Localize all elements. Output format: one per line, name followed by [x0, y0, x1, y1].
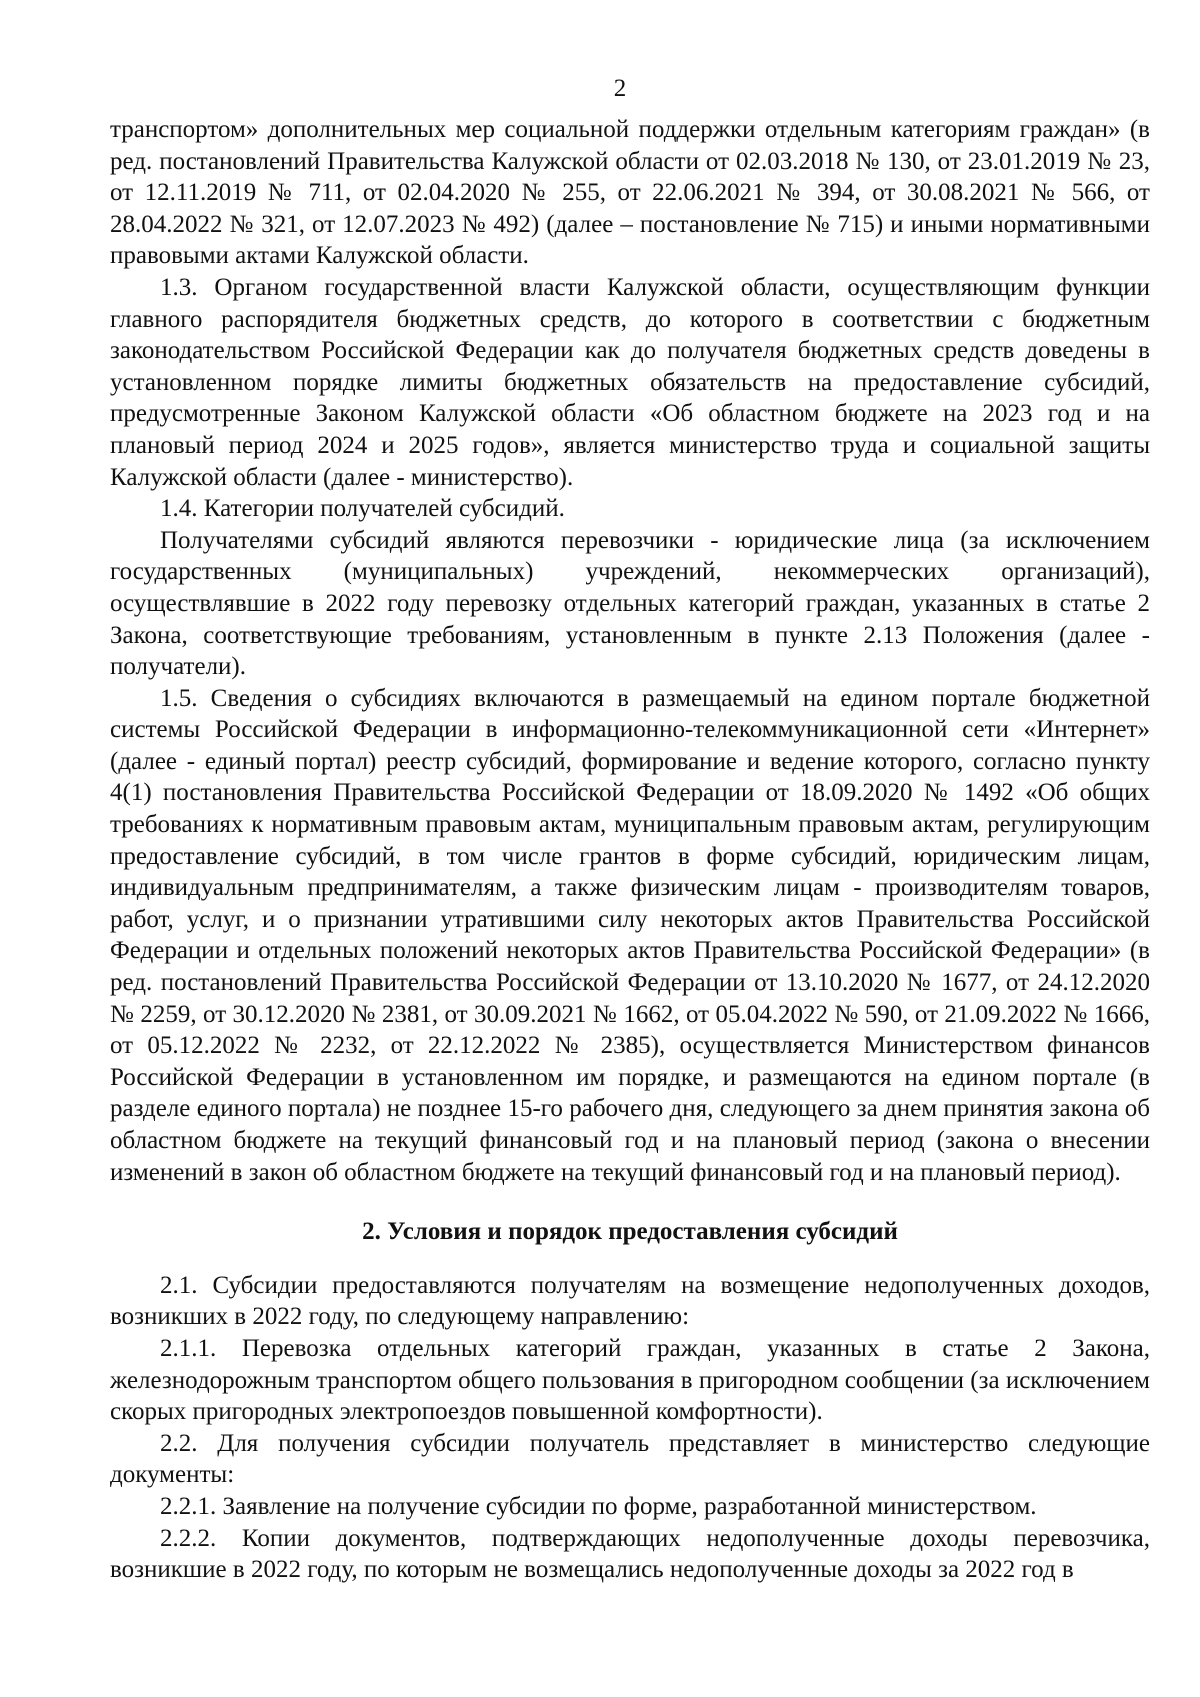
paragraph-recipients: Получателями субсидий являются перевозчики - юридические лица (за исключением государственных (муниципальных) учреждений, некоммерческих организаций), осуществлявшие в 2022 году перевозку отдельных категорий граждан, указанных в статье 2 Закона, соответствующие требованиям, установленным в пункте 2.13 Положения (далее - получатели).	[110, 526, 1150, 681]
paragraph-2-1-1: 2.1.1. Перевозка отдельных категорий граждан, указанных в статье 2 Закона, железнодорожным транспортом общего пользования в пригородном сообщении (за исключением скорых пригородных электропоездов повышенной комфортности).	[110, 1334, 1150, 1426]
paragraph-2-2-2: 2.2.2. Копии документов, подтверждающих недополученные доходы перевозчика, возникшие в 2022 году, по которым не возмещались недополученные доходы за 2022 год в	[110, 1524, 1150, 1584]
section-2-heading: 2. Условия и порядок предоставления субсидий	[362, 1218, 898, 1246]
page-number: 2	[613, 75, 627, 102]
paragraph-2-2: 2.2. Для получения субсидии получатель представляет в министерство следующие документы:	[110, 1429, 1150, 1489]
paragraph-continuation: транспортом» дополнительных мер социальной поддержки отдельным категориям граждан» (в ред. постановлений Правительства Калужской области от 02.03.2018 № 130, от 23.01.2019 № 23, от 12.11.2019 № 711, от 02.04.2020 № 255, от 22.06.2021 № 394, от 30.08.2021 № 566, от 28.04.2022 № 321, от 12.07.2023 № 492) (далее – постановление № 715) и иными нормативными правовыми актами Калужской области.	[110, 116, 1150, 270]
paragraph-1-4: 1.4. Категории получателей субсидий.	[160, 495, 565, 523]
paragraph-1-5: 1.5. Сведения о субсидиях включаются в размещаемый на едином портале бюджетной системы Российской Федерации в информационно-телекоммуникационной сети «Интернет» (далее - единый портал) реестр субсидий, формирование и ведение которого, согласно пункту 4(1) постановления Правительства Российской Федерации от 18.09.2020 № 1492 «Об общих требованиях к нормативным правовым актам, муниципальным правовым актам, регулирующим предоставление субсидий, в том числе грантов в форме субсидий, юридическим лицам, индивидуальным предпринимателям, а также физическим лицам - производителям товаров, работ, услуг, и о признании утратившими силу некоторых актов Правительства Российской Федерации и отдельных положений некоторых актов Правительства Российской Федерации» (в ред. постановлений Правительства Российской Федерации от 13.10.2020 № 1677, от 24.12.2020 № 2259, от 30.12.2020 № 2381, от 30.09.2021 № 1662, от 05.04.2022 № 590, от 21.09.2022 № 1666, от 05.12.2022 № 2232, от 22.12.2022 № 2385), осуществляется Министерством финансов Российской Федерации в установленном им порядке, и размещаются на едином портале (в разделе единого портала) не позднее 15-го рабочего дня, следующего за днем принятия закона об областном бюджете на текущий финансовый год и на плановый период (закона о внесении изменений в закон об областном бюджете на текущий финансовый год и на плановый период).	[110, 684, 1150, 1186]
paragraph-2-2-1: 2.2.1. Заявление на получение субсидии по форме, разработанной министерством.	[160, 1492, 1037, 1520]
document-body	[110, 114, 1150, 1586]
paragraph-2-1: 2.1. Субсидии предоставляются получателям на возмещение недополученных доходов, возникших в 2022 году, по следующему направлению:	[110, 1271, 1150, 1331]
paragraph-1-3: 1.3. Органом государственной власти Калужской области, осуществляющим функции главного распорядителя бюджетных средств, до которого в соответствии с бюджетным законодательством Российской Федерации как до получателя бюджетных средств доведены в установленном порядке лимиты бюджетных обязательств на предоставление субсидий, предусмотренные Законом Калужской области «Об областном бюджете на 2023 год и на плановый период 2024 и 2025 годов», является министерство труда и социальной защиты Калужской области (далее - министерство).	[110, 273, 1150, 491]
